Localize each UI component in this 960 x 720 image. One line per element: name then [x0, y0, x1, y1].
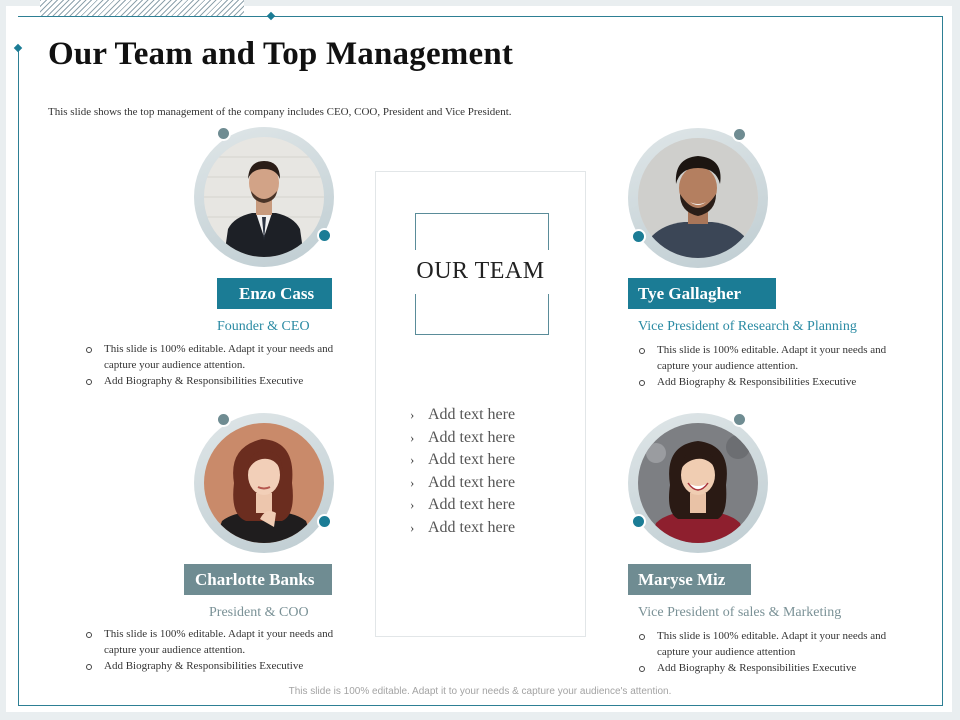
- team-heading: OUR TEAM: [416, 258, 545, 284]
- member-name-enzo-cass: Enzo Cass: [217, 278, 332, 309]
- chevron-right-icon: ›: [410, 452, 415, 467]
- person-photo: [204, 423, 324, 543]
- member-role-maryse-miz: Vice President of sales & Marketing: [638, 605, 842, 620]
- person-photo: [638, 423, 758, 543]
- list-item: Add Biography & Responsibilities Executive: [84, 373, 334, 389]
- slide-frame-left: [18, 48, 19, 706]
- member-name-maryse-miz: Maryse Miz: [628, 564, 751, 595]
- list-item: › Add text here: [410, 472, 515, 495]
- footer-note: This slide is 100% editable. Adapt it to your needs & capture your audience's attention.: [288, 686, 672, 697]
- member-role-enzo-cass: Founder & CEO: [217, 319, 310, 334]
- list-item: This slide is 100% editable. Adapt it your needs and capture your audience attention: [637, 628, 889, 660]
- list-item: › Add text here: [410, 427, 515, 450]
- list-item: This slide is 100% editable. Adapt it your needs and capture your audience attention.: [637, 342, 889, 374]
- member-bullets-tye-gallagher: [637, 342, 889, 390]
- list-item: › Add text here: [410, 494, 515, 517]
- hatch-decoration: [40, 0, 244, 16]
- list-item: This slide is 100% editable. Adapt it your needs and capture your audience attention.: [84, 341, 334, 373]
- chevron-right-icon: ›: [410, 474, 415, 490]
- chevron-right-icon: ›: [410, 429, 415, 445]
- member-bullets-maryse-miz: [637, 628, 889, 676]
- portrait-maryse-miz: [628, 413, 768, 553]
- portrait-enzo-cass: [194, 127, 334, 267]
- list-item: Add Biography & Responsibilities Executive: [84, 658, 334, 674]
- page-subtitle: This slide shows the top management of the company includes CEO, COO, President and Vice President.: [48, 106, 512, 118]
- list-item: › Add text here: [410, 404, 515, 427]
- list-item: This slide is 100% editable. Adapt it your needs and capture your audience attention.: [84, 626, 334, 658]
- person-photo: [638, 138, 758, 258]
- center-text-list: [410, 404, 515, 539]
- member-role-charlotte-banks: President & COO: [209, 605, 309, 620]
- portrait-charlotte-banks: [194, 413, 334, 553]
- list-item: › Add text here: [410, 449, 515, 472]
- list-item: Add Biography & Responsibilities Executive: [637, 374, 889, 390]
- member-bullets-charlotte-banks: [84, 626, 334, 674]
- list-item: Add Biography & Responsibilities Executive: [637, 660, 889, 676]
- member-role-tye-gallagher: Vice President of Research & Planning: [638, 319, 857, 334]
- chevron-right-icon: ›: [410, 407, 415, 422]
- list-item: › Add text here: [410, 517, 515, 540]
- member-name-tye-gallagher: Tye Gallagher: [628, 278, 776, 309]
- page-title: Our Team and Top Management: [48, 36, 514, 72]
- chevron-right-icon: ›: [410, 497, 415, 512]
- chevron-right-icon: ›: [410, 519, 415, 535]
- portrait-tye-gallagher: [628, 128, 768, 268]
- member-bullets-enzo-cass: [84, 341, 334, 389]
- person-photo: [204, 137, 324, 257]
- center-panel: [375, 171, 586, 637]
- member-name-charlotte-banks: Charlotte Banks: [184, 564, 332, 595]
